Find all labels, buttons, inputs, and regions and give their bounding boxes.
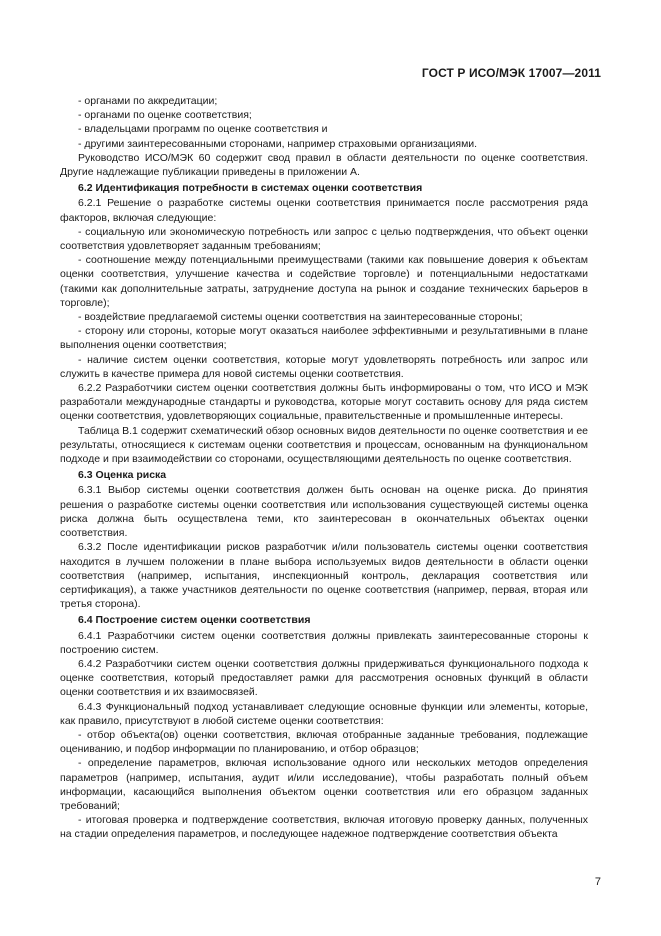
section-heading: 6.2 Идентификация потребности в системах оценки соответствия [78, 182, 423, 195]
section-heading: 6.3 Оценка риска [78, 469, 167, 482]
page-number: 7 [594, 876, 601, 888]
paragraph: - другими заинтересованными сторонами, например страховыми организациями. [78, 137, 478, 150]
paragraph: 6.2.2 Разработчики систем оценки соответствия должны быть информированы о том, что ИСО и МЭК разработали международные стандарты и руководства, которые могут составить основу для ряда систем оценки соответствия, удовлетворяющих социальные, правительственные и промышленные интересы. [60, 382, 588, 423]
paragraph: 6.2.1 Решение о разработке системы оценки соответствия принимается после рассмотрения ряда факторов, включая следующие: [60, 197, 588, 224]
paragraph: 6.3.1 Выбор системы оценки соответствия должен быть основан на оценке риска. До принятия решения о разработке системы оценки соответствия или использования существующей системы оценка риска должна быть осуществлена теми, кто заинтересован в окончательных объектах оценки соответствия. [60, 484, 588, 540]
page-header: ГОСТ Р ИСО/МЭК 17007—2011 [421, 66, 601, 80]
paragraph: - соотношение между потенциальными преимуществами (такими как повышение доверия к объектам оценки соответствия, улучшение качества и содействие торговле) и потенциальными недостатками (такими как дополнительные затраты, затруднение доступа на рынок и создание технических барьеров в торговле); [60, 254, 588, 309]
paragraph: 6.3.2 После идентификации рисков разработчик и/или пользователь системы оценки соответствия находится в лучшем положении в плане выбора используемых видов деятельности в области оценки соответствия (например, испытания, инспекционный контроль, декларация соответствия или сертификация), а также участников деятельности по оценке соответствия (например, первая, вторая или третья сторона). [60, 541, 588, 611]
paragraph: - отбор объекта(ов) оценки соответствия, включая отобранные заданные требования, подлежащие оцениванию, и подбор информации по планированию, и отбор образцов; [60, 728, 588, 756]
paragraph: - воздействие предлагаемой системы оценки соответствия на заинтересованные стороны; [78, 311, 523, 324]
paragraph: 6.4.2 Разработчики систем оценки соответствия должны придерживаться функционального подхода к оценке соответствия, который предоставляет рамки для рассмотрения основных функций в области оценки соответствия и их взаимосвязей. [60, 657, 588, 699]
paragraph: - владельцами программ по оценке соответствия и [78, 123, 328, 136]
paragraph: - органами по аккредитации; [78, 95, 218, 107]
paragraph: Руководство ИСО/МЭК 60 содержит свод правил в области деятельности по оценке соответствия. Другие надлежащие публикации приведены в приложении А. [60, 151, 588, 179]
paragraph: - социальную или экономическую потребность или запрос с целью подтверждения, что объект оценки соответствия удовлетворяет заданным требованиям; [60, 225, 588, 253]
paragraph: - определение параметров, включая использование одного или нескольких методов определения параметров (например, испытания, аудит и/или исследование), чтобы разработать полный объем информации, касающийся выполнения объектом оценки соответствия или его образцом заданных требований; [60, 757, 588, 812]
paragraph: - итоговая проверка и подтверждение соответствия, включая итоговую проверку данных, полученных на стадии определения параметров, и последующее надежное подтверждение соответствия объекта [60, 814, 588, 841]
paragraph: 6.4.1 Разработчики систем оценки соответствия должны привлекать заинтересованные стороны к построению систем. [60, 629, 588, 656]
paragraph: Таблица В.1 содержит схематический обзор основных видов деятельности по оценке соответствия и ее результаты, относящиеся к системам оценки соответствия и процессам, основанным на функциональном подходе и при взаимодействии со сторонами, осуществляющими деятельность по оценке соответствия. [60, 424, 588, 466]
paragraph: - сторону или стороны, которые могут оказаться наиболее эффективными и результативными в плане выполнения оценки соответствия; [60, 325, 588, 352]
document-body [60, 94, 588, 842]
paragraph: - наличие систем оценки соответствия, которые могут удовлетворять потребность или запрос или служить в качестве примера для новой системы оценки соответствия. [60, 353, 588, 380]
section-heading: 6.4 Построение систем оценки соответствия [78, 614, 311, 627]
paragraph: - органами по оценке соответствия; [78, 109, 252, 122]
paragraph: 6.4.3 Функциональный подход устанавливает следующие основные функции или элементы, которые, как правило, присутствуют в любой системе оценки соответствия: [60, 700, 588, 727]
